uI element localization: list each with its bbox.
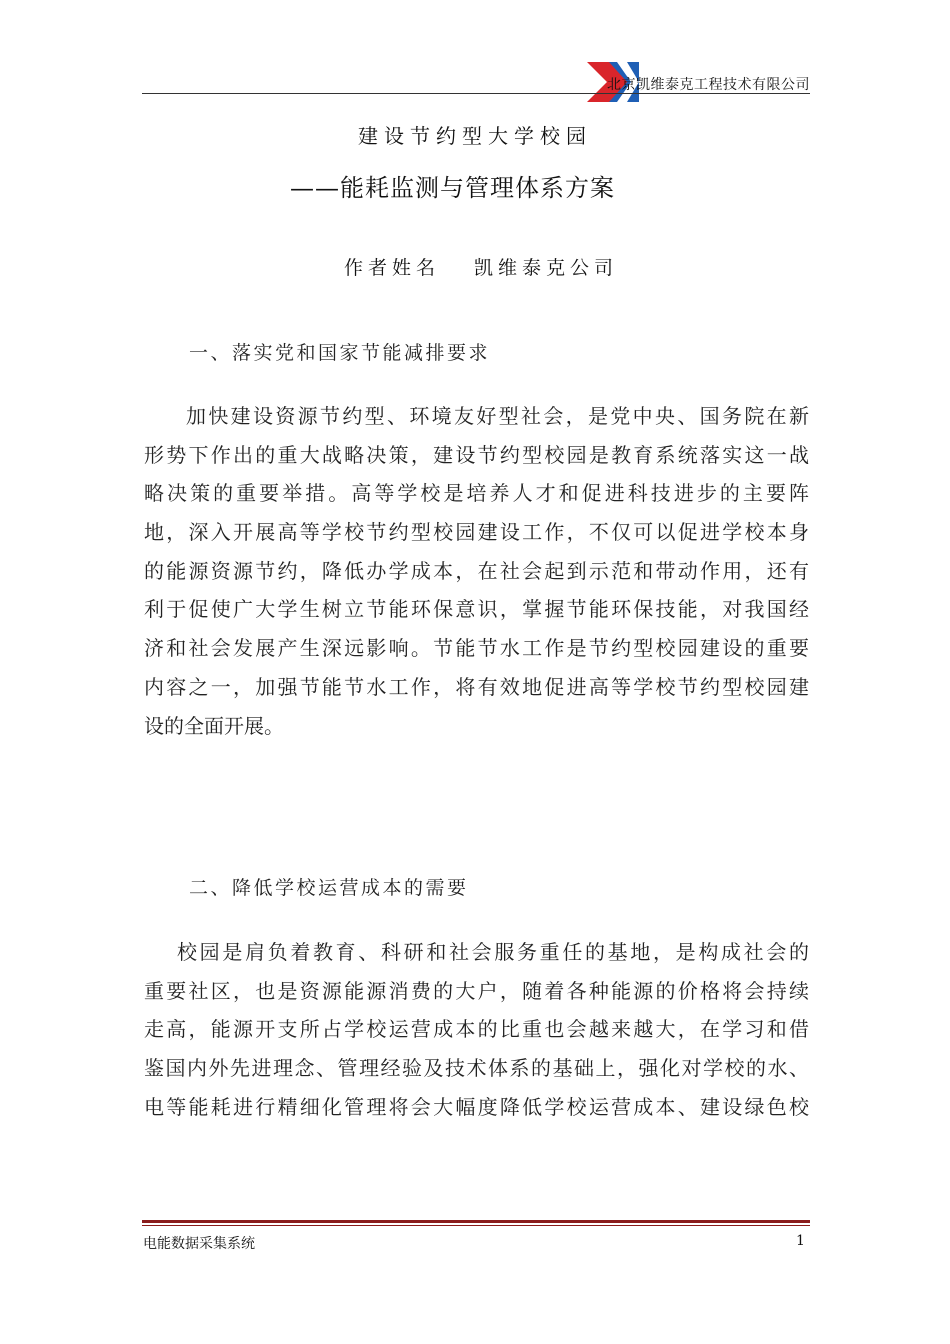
section-heading-2: 二、降低学校运营成本的需要 [189,877,469,899]
document-subtitle: ——能耗监测与管理体系方案 [290,174,615,202]
paragraph-line: 走高，能源开支所占学校运营成本的比重也会越来越大，在学习和借 [144,1017,809,1042]
header-divider [142,93,810,94]
header-company-name: 北京凯维泰克工程技术有限公司 [607,78,810,93]
paragraph-line: 形势下作出的重大战略决策，建设节约型校园是教育系统落实这一战 [144,442,809,467]
paragraph-line: 地，深入开展高等学校节约型校园建设工作，不仅可以促进学校本身 [144,520,809,545]
paragraph-line: 利于促使广大学生树立节能环保意识，掌握节能环保技能，对我国经 [144,597,809,622]
paragraph-line: 的能源资源节约，降低办学成本，在社会起到示范和带动作用，还有 [144,558,809,583]
paragraph-line: 重要社区，也是资源能源消费的大户，随着各种能源的价格将会持续 [144,978,809,1003]
paragraph-line: 电等能耗进行精细化管理将会大幅度降低学校运营成本、建设绿色校 [144,1094,809,1119]
section-heading-1: 一、落实党和国家节能减排要求 [189,342,491,364]
page-number: 1 [796,1233,805,1249]
paragraph-line: 校园是肩负着教育、科研和社会服务重任的基地，是构成社会的 [177,940,809,964]
section-1-paragraph [144,397,809,745]
document-title: 建设节约型大学校园 [358,124,592,148]
paragraph-line: 略决策的重要举措。高等学校是培养人才和促进科技进步的主要阵 [144,481,809,506]
paragraph-line: 设的全面开展。 [144,713,284,738]
paragraph-line: 内容之一，加强节能节水工作，将有效地促进高等学校节约型校园建 [144,674,809,699]
paragraph-line: 济和社会发展产生深远影响。节能节水工作是节约型校园建设的重要 [144,636,809,661]
footer-divider [142,1220,810,1223]
author-organization: 凯维泰克公司 [474,257,619,279]
footer-document-name: 电能数据采集系统 [143,1236,255,1252]
page-header [142,62,810,96]
author-name: 作者姓名 [344,257,441,279]
section-2-paragraph [144,933,809,1126]
footer-divider-thin [142,1225,810,1226]
paragraph-line: 鉴国内外先进理念、管理经验及技术体系的基础上，强化对学校的水、 [144,1056,809,1081]
paragraph-line: 加快建设资源节约型、环境友好型社会，是党中央、国务院在新 [186,404,809,428]
